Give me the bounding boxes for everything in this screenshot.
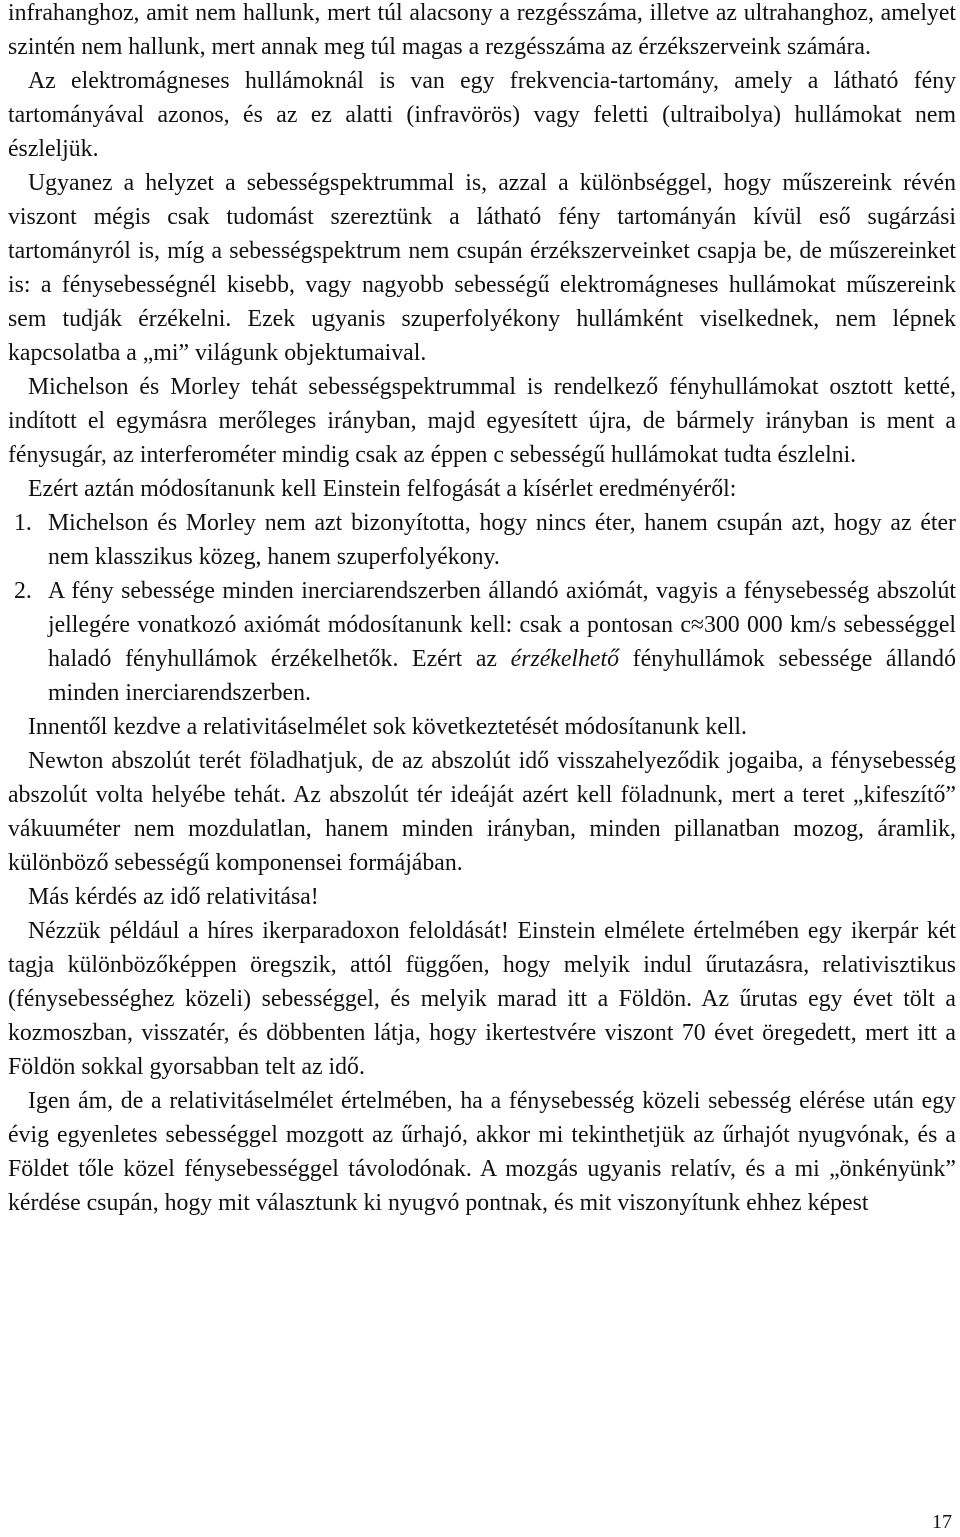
- list-item-2-text-part1: A fény sebessége minden inerciarendszerben állandó axiómát, vagyis a fénysebesség abszolút jellegére vonatkozó axiómát módosítanunk kell: csak a pontosan c: [48, 578, 956, 638]
- list-item-2: [8, 574, 956, 710]
- paragraph-1: infrahanghoz, amit nem hallunk, mert túl alacsony a rezgésszáma, illetve az ultrahanghoz, amelyet szintén nem hallunk, mert annak meg túl magas a rezgésszáma az érzékszerveink számára.: [8, 0, 956, 60]
- paragraph-7: Newton abszolút terét föladhatjuk, de az abszolút idő visszahelyeződik jogaiba, a fénysebesség abszolút volta helyébe tehát. Az abszolút tér ideáját azért kell föladnunk, mert a teret „kifeszítő” vákuuméter nem mozdulatlan, hanem minden irányban, minden pillanatban mozog, áramlik, különböző sebességű komponensei formájában.: [8, 748, 956, 876]
- paragraph-5: Ezért aztán módosítanunk kell Einstein felfogását a kísérlet eredményéről:: [28, 476, 737, 502]
- paragraph-6: Innentől kezdve a relativitáselmélet sok következtetését módosítanunk kell.: [28, 714, 747, 740]
- paragraph-10: Igen ám, de a relativitáselmélet értelmében, ha a fénysebesség közeli sebesség elérése után egy évig egyenletes sebességgel mozgott az űrhajó, akkor mi tekinthetjük az űrhajót nyugvónak, és a Földet tőle közel fénysebességgel távolodónak. A mozgás ugyanis relatív, és a mi „önkényünk” kérdése csupán, hogy mit választunk ki nyugvó pontnak, és mit viszonyítunk ehhez képest: [8, 1088, 956, 1216]
- list-item-2-emphasis: érzékelhető: [510, 646, 619, 672]
- list-item-1-text: Michelson és Morley nem azt bizonyította, hogy nincs éter, hanem csupán azt, hogy az éter nem klasszikus közeg, hanem szuperfolyékony.: [48, 510, 956, 570]
- approx-symbol: ≈: [690, 612, 704, 638]
- list-number-1: 1.: [14, 510, 32, 536]
- list-item-1: [8, 506, 956, 574]
- list-item-2-text-part2: 300 000 km/s sebességgel haladó fényhullámok érzékelhetők. Ezért az: [48, 612, 957, 672]
- list-number-2: 2.: [14, 578, 32, 604]
- page-number: 17: [932, 1511, 952, 1533]
- paragraph-4: Michelson és Morley tehát sebességspektrummal is rendelkező fényhullámokat osztott ketté, indított el egymásra merőleges irányban, majd egyesített újra, de bármely irányban is ment a fénysugár, az interferométer mindig csak az éppen c sebességű hullámokat tudta észlelni.: [8, 374, 956, 468]
- numbered-list: [8, 506, 956, 710]
- document-page: [8, 0, 956, 1220]
- paragraph-3: Ugyanez a helyzet a sebességspektrummal is, azzal a különbséggel, hogy műszereink révén viszont mégis csak tudomást szereztünk a látható fény tartományán kívül eső sugárzási tartományról is, míg a sebességspektrum nem csupán érzékszerveinket csapja be, de műszereinket is: a fénysebességnél kisebb, vagy nagyobb sebességű elektromágneses hullámokat műszereink sem tudják érzékelni. Ezek ugyanis szuperfolyékony hullámként viselkednek, nem lépnek kapcsolatba a „mi” világunk objektumaival.: [8, 170, 956, 366]
- paragraph-9: Nézzük például a híres ikerparadoxon feloldását! Einstein elmélete értelmében egy ikerpár két tagja különbözőképpen öregszik, attól függően, hogy melyik indul űrutazásra, relativisztikus (fénysebességhez közeli) sebességgel, és melyik marad itt a Földön. Az űrutas egy évet tölt a kozmoszban, visszatér, és döbbenten látja, hogy ikertestvére viszont 70 évet öregedett, mert itt a Földön sokkal gyorsabban telt az idő.: [8, 918, 956, 1080]
- paragraph-8: Más kérdés az idő relativitása!: [28, 884, 319, 910]
- list-item-2-text-part3: fényhullámok sebessége állandó minden inerciarendszerben.: [48, 646, 956, 706]
- paragraph-2: Az elektromágneses hullámoknál is van egy frekvencia-tartomány, amely a látható fény tartományával azonos, és az ez alatti (infravörös) vagy feletti (ultraibolya) hullámokat nem észleljük.: [8, 68, 956, 162]
